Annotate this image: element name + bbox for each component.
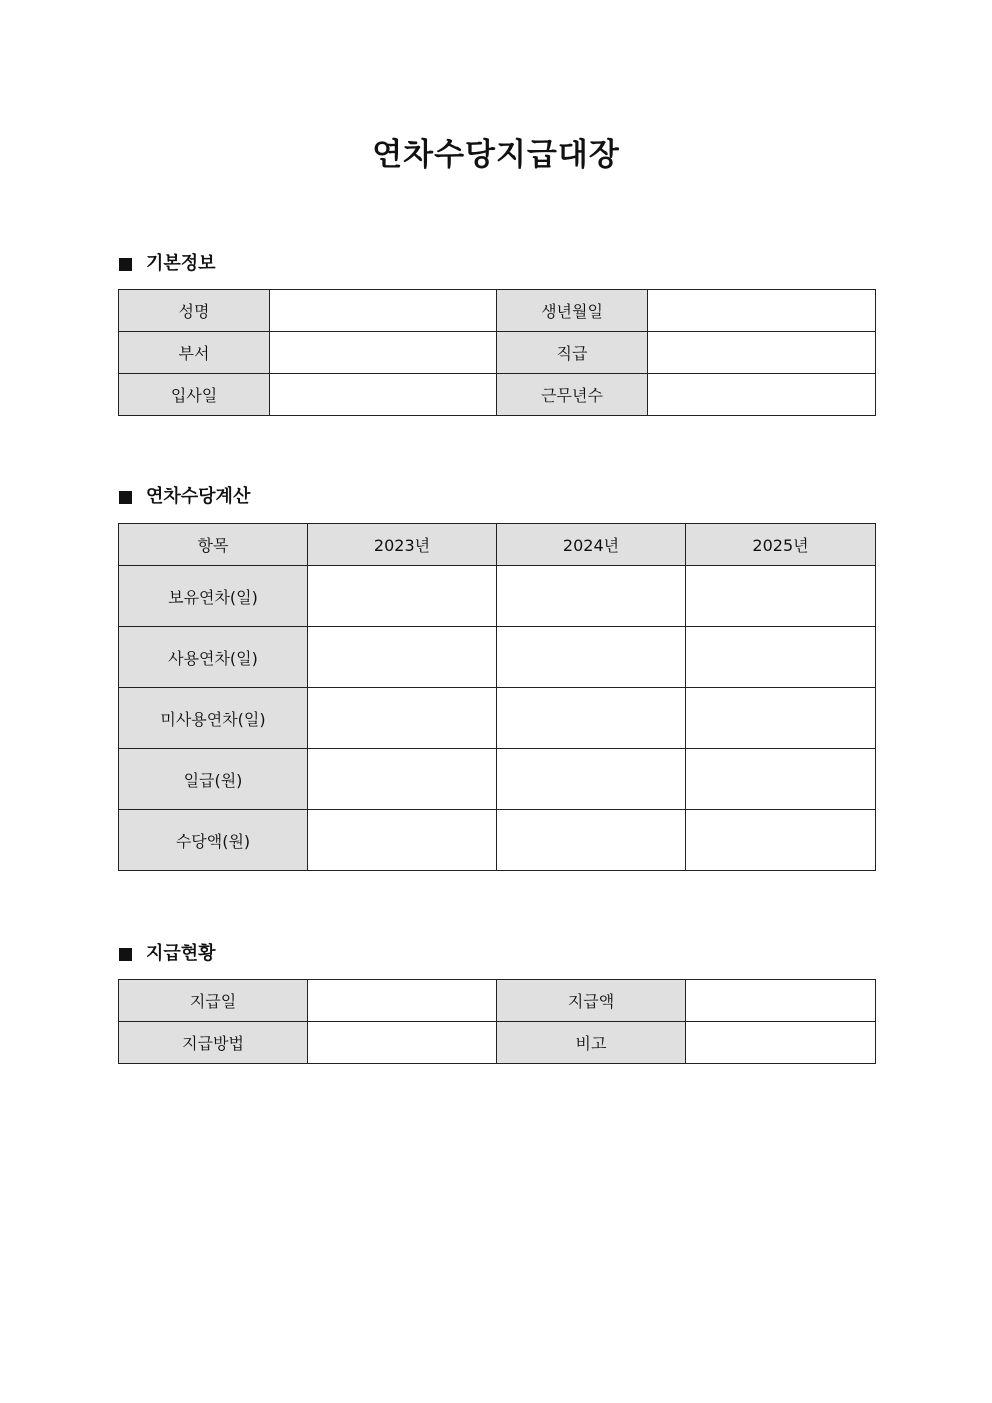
- table-cell[interactable]: [497, 688, 686, 749]
- payment-amount-field[interactable]: [686, 980, 876, 1022]
- row-label: 사용연차(일): [119, 627, 308, 688]
- table-cell[interactable]: [308, 810, 497, 871]
- square-bullet-icon: [119, 948, 132, 961]
- section-heading-payment-status: [119, 942, 216, 966]
- table-row: [119, 290, 876, 332]
- table-header-row: [119, 524, 876, 566]
- square-bullet-icon: [119, 258, 132, 271]
- table-row: [119, 566, 876, 627]
- years-of-service-field[interactable]: [648, 374, 876, 416]
- field-label: 성명: [119, 290, 270, 332]
- row-label: 보유연차(일): [119, 566, 308, 627]
- row-label: 미사용연차(일): [119, 688, 308, 749]
- column-header: 2023년: [308, 524, 497, 566]
- table-cell[interactable]: [308, 566, 497, 627]
- table-cell[interactable]: [497, 627, 686, 688]
- basic-info-table: [118, 289, 876, 416]
- payment-date-field[interactable]: [308, 980, 497, 1022]
- table-cell[interactable]: [308, 627, 497, 688]
- section-heading-basic-info: [119, 252, 216, 276]
- table-cell[interactable]: [686, 749, 876, 810]
- calculation-table: [118, 523, 876, 871]
- field-label: 직급: [497, 332, 648, 374]
- square-bullet-icon: [119, 491, 132, 504]
- table-cell[interactable]: [686, 688, 876, 749]
- table-row: [119, 332, 876, 374]
- table-cell[interactable]: [497, 810, 686, 871]
- hire-date-field[interactable]: [270, 374, 497, 416]
- field-label: 지급방법: [119, 1022, 308, 1064]
- field-label: 부서: [119, 332, 270, 374]
- field-label: 비고: [497, 1022, 686, 1064]
- table-cell[interactable]: [308, 688, 497, 749]
- field-label: 생년월일: [497, 290, 648, 332]
- table-cell[interactable]: [686, 627, 876, 688]
- birthdate-field[interactable]: [648, 290, 876, 332]
- section-heading-label: 연차수당계산: [146, 486, 251, 507]
- table-cell[interactable]: [686, 566, 876, 627]
- section-heading-label: 지급현황: [146, 943, 216, 964]
- table-row: [119, 749, 876, 810]
- document-title: 연차수당지급대장: [372, 137, 620, 173]
- payment-method-field[interactable]: [308, 1022, 497, 1064]
- field-label: 입사일: [119, 374, 270, 416]
- row-label: 일급(원): [119, 749, 308, 810]
- table-cell[interactable]: [686, 810, 876, 871]
- field-label: 지급일: [119, 980, 308, 1022]
- column-header: 항목: [119, 524, 308, 566]
- table-cell[interactable]: [497, 749, 686, 810]
- field-label: 지급액: [497, 980, 686, 1022]
- department-field[interactable]: [270, 332, 497, 374]
- table-cell[interactable]: [497, 566, 686, 627]
- position-field[interactable]: [648, 332, 876, 374]
- table-row: [119, 980, 876, 1022]
- row-label: 수당액(원): [119, 810, 308, 871]
- payment-status-table: [118, 979, 876, 1064]
- table-cell[interactable]: [308, 749, 497, 810]
- column-header: 2025년: [686, 524, 876, 566]
- table-row: [119, 1022, 876, 1064]
- section-heading-label: 기본정보: [146, 253, 216, 274]
- table-row: [119, 374, 876, 416]
- remarks-field[interactable]: [686, 1022, 876, 1064]
- field-label: 근무년수: [497, 374, 648, 416]
- table-row: [119, 627, 876, 688]
- table-row: [119, 688, 876, 749]
- column-header: 2024년: [497, 524, 686, 566]
- table-row: [119, 810, 876, 871]
- section-heading-calculation: [119, 485, 250, 509]
- name-field[interactable]: [270, 290, 497, 332]
